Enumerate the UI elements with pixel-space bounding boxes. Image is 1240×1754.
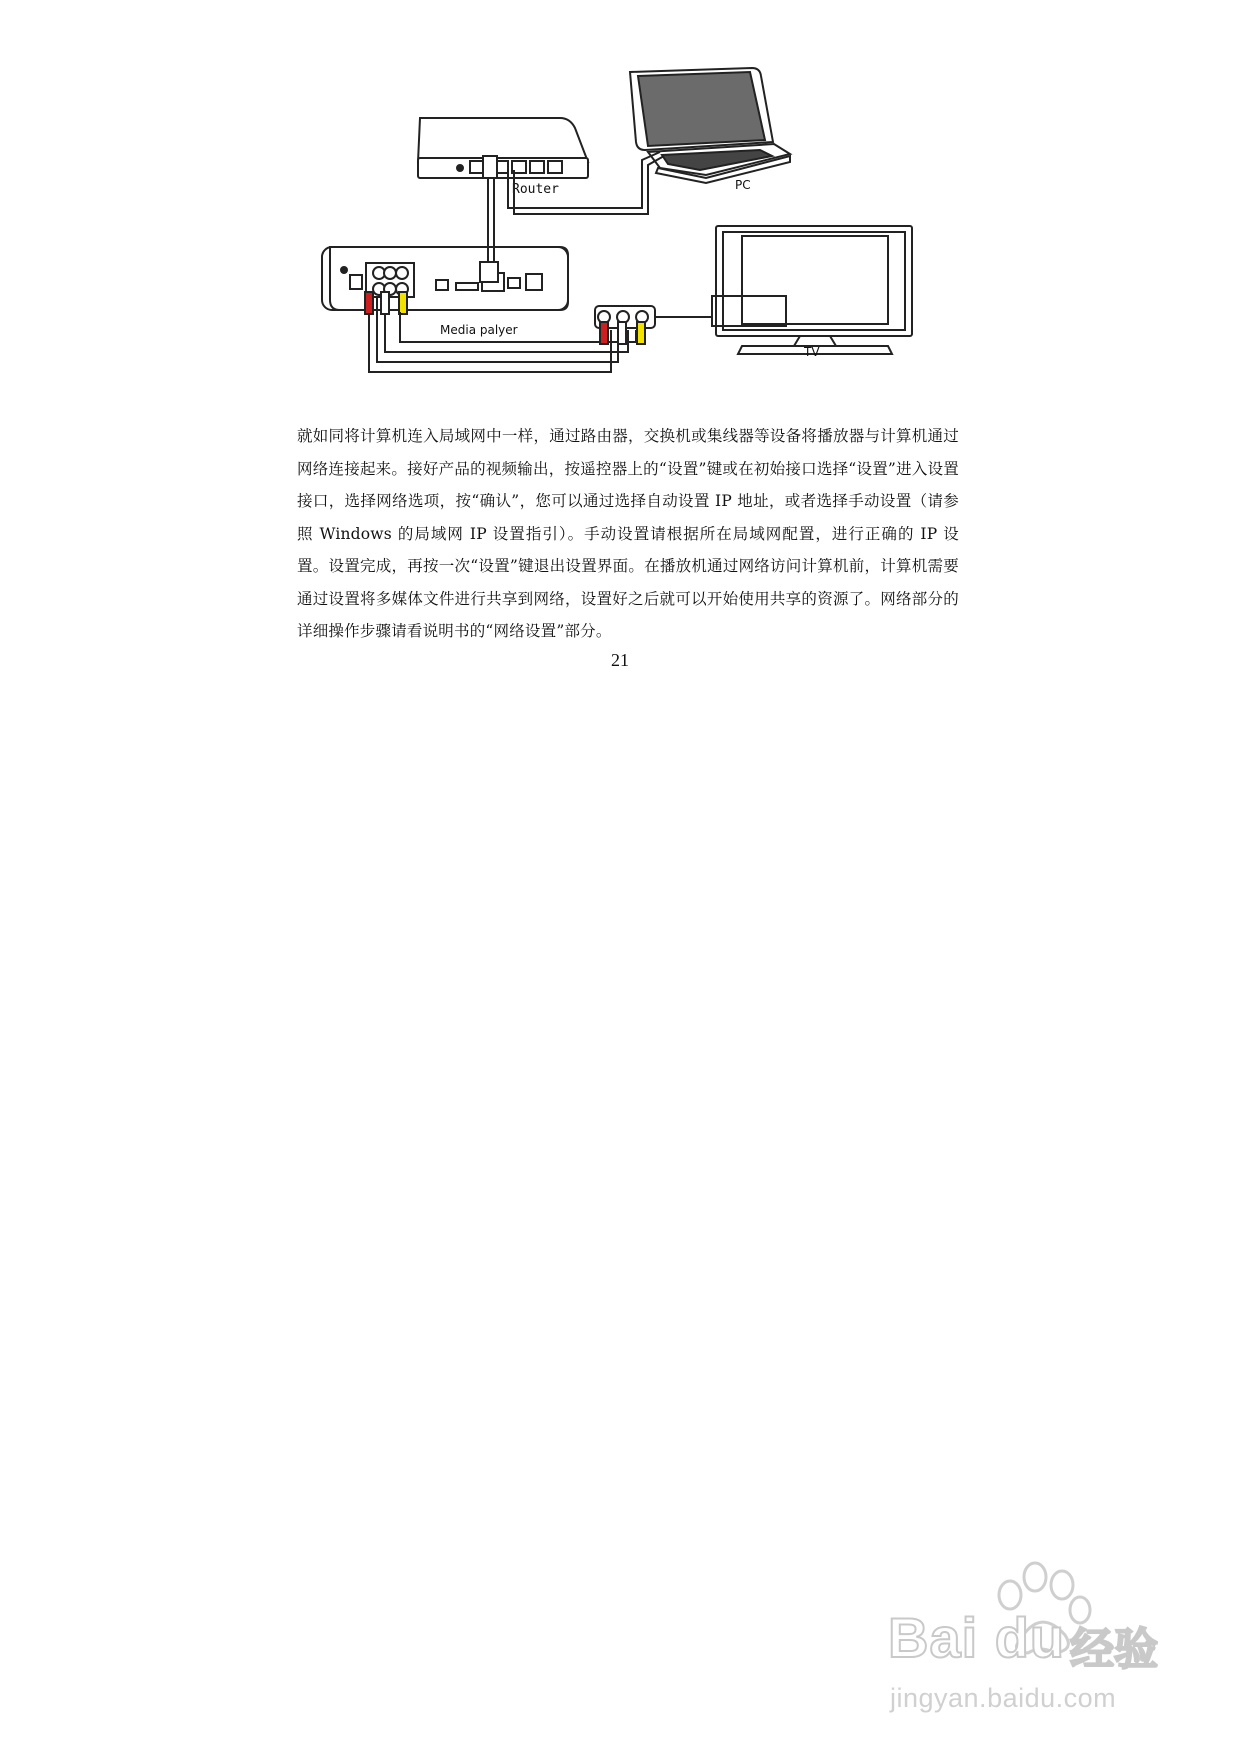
page-number: 21 bbox=[611, 650, 629, 670]
pc-laptop bbox=[630, 68, 790, 183]
baidu-jingyan-watermark bbox=[880, 1575, 1180, 1725]
router-device bbox=[418, 118, 588, 178]
watermark-url: jingyan.baidu.com bbox=[890, 1683, 1117, 1713]
tv-device bbox=[712, 226, 912, 354]
pc-label: PC bbox=[735, 178, 751, 192]
watermark-sub: 经验 bbox=[1070, 1624, 1158, 1675]
tv-label: TV bbox=[804, 345, 820, 359]
paragraph-text: 就如同将计算机连入局域网中一样，通过路由器，交换机或集线器等设备将播放器与计算机通过网络连接起来。接好产品的视频输出，按遥控器上的“设置”键或在初始接口选择“设置”进入设置接口，选择网络选项，按“确认”，您可以通过选择自动设置 IP 地址，或者选择手动设置（请参照 Windows 的局域网 IP 设置指引）。手动设置请根据所在局域网配置，进行正确的 IP 设置。设置完成，再按一次“设置”键退出设置界面。在播放机通过网络访问计算机前，计算机需要通过设置将多媒体文件进行共享到网络，设置好之后就可以开始使用共享的资源了。网络部分的详细操作步骤请看说明书的“网络设置”部分。 bbox=[297, 427, 959, 640]
watermark-brand: Bai du bbox=[888, 1606, 1066, 1669]
media-player-label: Media palyer bbox=[440, 323, 518, 337]
av-input-block bbox=[595, 306, 712, 328]
router-label: Router bbox=[512, 182, 559, 197]
connection-diagram bbox=[0, 0, 1240, 420]
body-paragraph bbox=[297, 420, 959, 648]
media-player-device bbox=[322, 247, 568, 310]
